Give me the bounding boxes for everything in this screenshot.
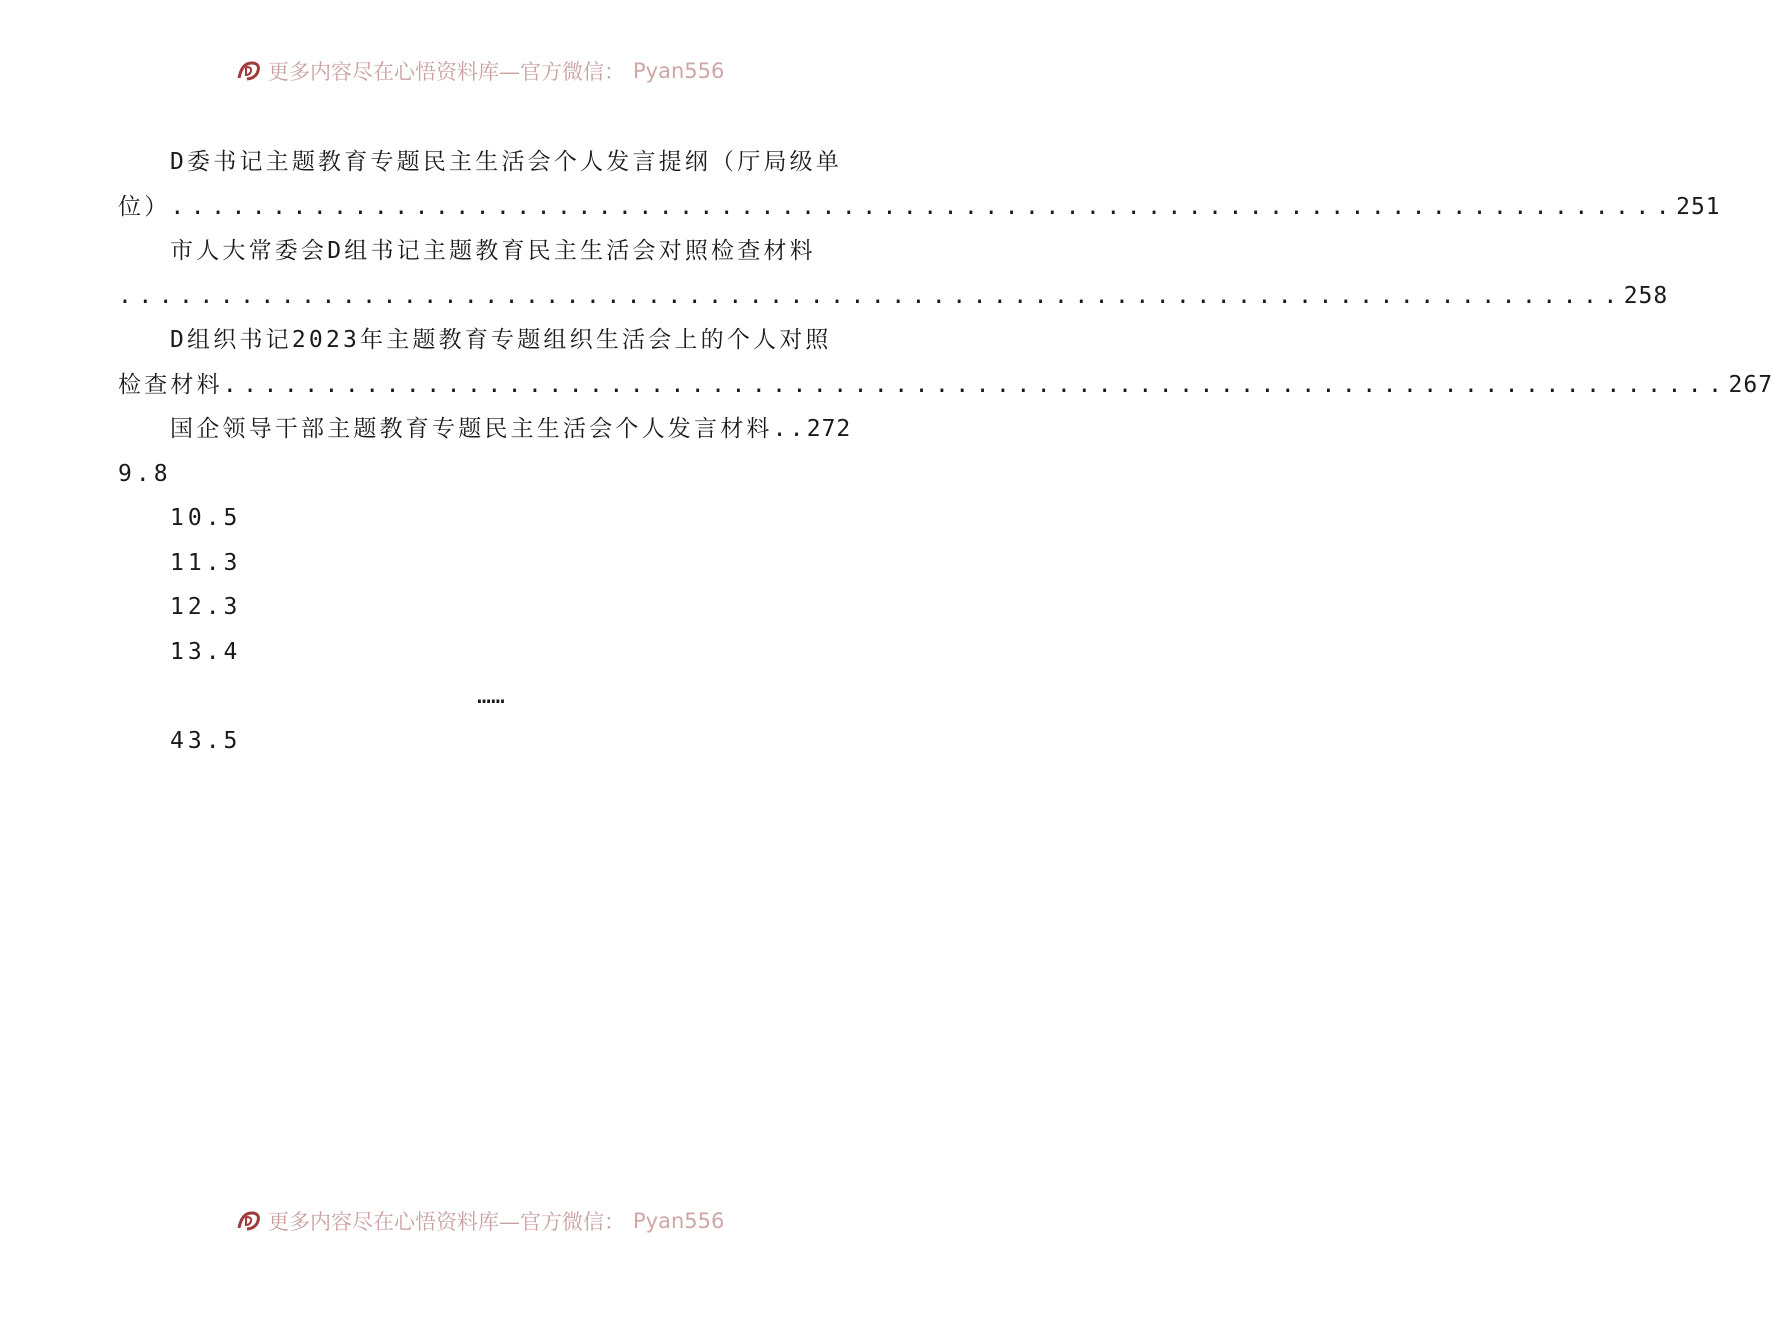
number-line: 9.8	[118, 460, 172, 487]
number-line: 12.3	[170, 594, 242, 620]
brand-logo-icon	[236, 1208, 262, 1234]
toc-leader-dots: ..........................................................................	[222, 371, 1729, 398]
toc-entry-page: 272	[806, 416, 852, 442]
brand-logo-icon	[236, 58, 262, 84]
watermark-id: Pyan556	[633, 1209, 725, 1233]
number-line: 13.4	[170, 638, 242, 665]
toc-leader-dots: ..	[772, 416, 807, 442]
ellipsis: ……	[477, 683, 505, 709]
toc-entry-page: 258	[1623, 282, 1669, 309]
toc-entry-line	[118, 407, 852, 452]
toc-entry-title: 市人大常委会D组书记主题教育民主生活会对照检查材料	[170, 238, 816, 264]
watermark-top	[236, 56, 724, 86]
toc-entry-title: D委书记主题教育专题民主生活会个人发言提纲（厅局级单	[170, 149, 843, 175]
toc-entry-title: 国企领导干部主题教育专题民主生活会个人发言材料	[170, 416, 773, 442]
watermark-text: 更多内容尽在心悟资料库—官方微信：	[268, 60, 625, 84]
number-line: 43.5	[170, 727, 242, 754]
watermark-text: 更多内容尽在心悟资料库—官方微信：	[268, 1210, 625, 1234]
toc-entry-page: 267	[1728, 371, 1773, 398]
watermark-id: Pyan556	[633, 59, 725, 83]
toc-entry-page: 251	[1676, 193, 1721, 220]
toc-entry[interactable]	[118, 140, 1721, 229]
toc-entry-title-cont: 位）	[118, 193, 171, 220]
toc-entry-title-cont: 检查材料	[118, 371, 223, 398]
table-of-contents	[118, 140, 1773, 763]
toc-leader-dots: ..........................................................................	[170, 193, 1677, 220]
toc-leader-dots: ..........................................................................	[118, 282, 1624, 309]
toc-entry[interactable]	[118, 407, 852, 452]
toc-entry[interactable]	[118, 318, 1773, 407]
watermark-bottom	[236, 1206, 724, 1236]
toc-entry[interactable]	[118, 229, 1669, 318]
number-line: 10.5	[170, 505, 242, 531]
number-line: 11.3	[170, 549, 242, 576]
toc-entry-title: D组织书记2023年主题教育专题组织生活会上的个人对照	[170, 327, 832, 353]
